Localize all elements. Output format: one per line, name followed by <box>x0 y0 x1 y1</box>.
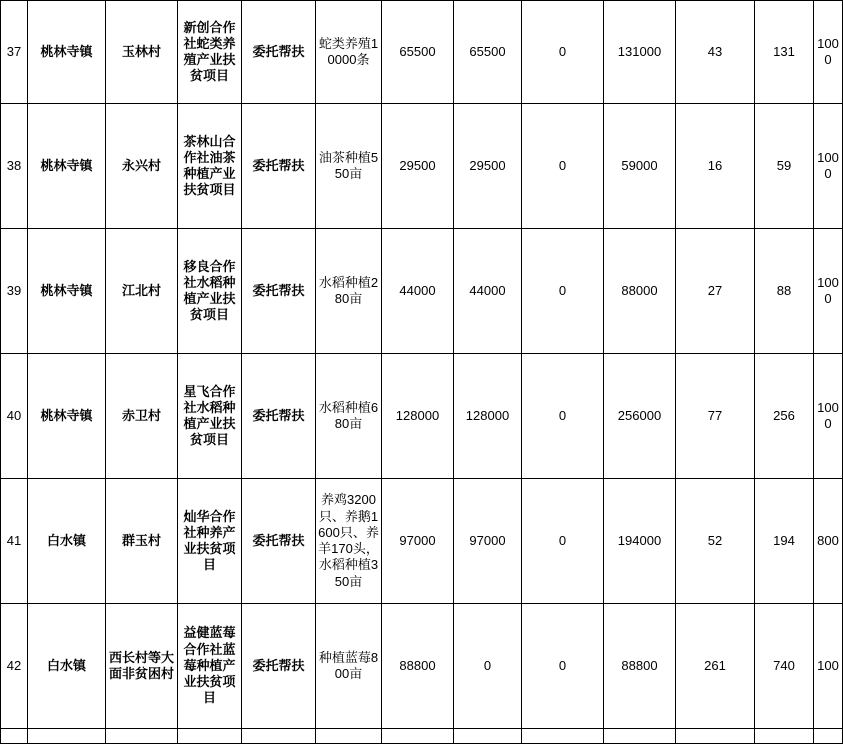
cell-standard: 1000 <box>814 1 843 104</box>
cell-village: 玉林村 <box>106 1 178 104</box>
cell-project: 新创合作社蛇类养殖产业扶贫项目 <box>178 1 242 104</box>
cell-value-3: 0 <box>522 1 604 104</box>
cell-value-2: 128000 <box>454 354 522 479</box>
cell-town: 桃林寺镇 <box>28 1 106 104</box>
cell-project: 移良合作社水稻种植产业扶贫项目 <box>178 229 242 354</box>
table-row <box>1 479 843 604</box>
cell-value-3: 0 <box>522 104 604 229</box>
cell-seq: 41 <box>1 479 28 604</box>
cell-people: 194 <box>755 479 814 604</box>
cell-standard: 1000 <box>814 229 843 354</box>
cell-value-2: 44000 <box>454 229 522 354</box>
cell-empty <box>316 729 382 744</box>
cell-mode: 委托帮扶 <box>242 1 316 104</box>
cell-scale: 水稻种植280亩 <box>316 229 382 354</box>
cell-value-2: 29500 <box>454 104 522 229</box>
cell-standard: 100 <box>814 604 843 729</box>
cell-mode: 委托帮扶 <box>242 104 316 229</box>
cell-people: 740 <box>755 604 814 729</box>
cell-empty <box>1 729 28 744</box>
cell-empty <box>178 729 242 744</box>
cell-households: 261 <box>676 604 755 729</box>
cell-empty <box>814 729 843 744</box>
cell-project: 茶林山合作社油茶种植产业扶贫项目 <box>178 104 242 229</box>
cell-total: 59000 <box>604 104 676 229</box>
table-row-partial <box>1 729 843 744</box>
table-row <box>1 104 843 229</box>
cell-total: 131000 <box>604 1 676 104</box>
cell-people: 59 <box>755 104 814 229</box>
cell-households: 43 <box>676 1 755 104</box>
cell-households: 16 <box>676 104 755 229</box>
cell-project: 益健蓝莓合作社蓝莓种植产业扶贫项目 <box>178 604 242 729</box>
cell-value-3: 0 <box>522 354 604 479</box>
cell-value-2: 65500 <box>454 1 522 104</box>
cell-households: 77 <box>676 354 755 479</box>
cell-value-3: 0 <box>522 479 604 604</box>
cell-people: 256 <box>755 354 814 479</box>
cell-value-1: 88800 <box>382 604 454 729</box>
cell-scale: 养鸡3200只、养鹅1600只、养羊170头，水稻种植350亩 <box>316 479 382 604</box>
cell-mode: 委托帮扶 <box>242 229 316 354</box>
cell-standard: 1000 <box>814 104 843 229</box>
cell-value-3: 0 <box>522 229 604 354</box>
cell-empty <box>755 729 814 744</box>
cell-seq: 42 <box>1 604 28 729</box>
cell-village: 赤卫村 <box>106 354 178 479</box>
cell-seq: 39 <box>1 229 28 354</box>
cell-households: 52 <box>676 479 755 604</box>
table-row <box>1 1 843 104</box>
cell-project: 星飞合作社水稻种植产业扶贫项目 <box>178 354 242 479</box>
cell-scale: 水稻种植680亩 <box>316 354 382 479</box>
cell-value-1: 97000 <box>382 479 454 604</box>
cell-empty <box>242 729 316 744</box>
cell-value-1: 65500 <box>382 1 454 104</box>
cell-mode: 委托帮扶 <box>242 354 316 479</box>
table-row <box>1 354 843 479</box>
cell-empty <box>106 729 178 744</box>
cell-village: 永兴村 <box>106 104 178 229</box>
cell-value-3: 0 <box>522 604 604 729</box>
cell-people: 131 <box>755 1 814 104</box>
cell-value-1: 44000 <box>382 229 454 354</box>
cell-scale: 油茶种植550亩 <box>316 104 382 229</box>
cell-town: 桃林寺镇 <box>28 354 106 479</box>
cell-town: 白水镇 <box>28 479 106 604</box>
cell-total: 256000 <box>604 354 676 479</box>
cell-value-1: 128000 <box>382 354 454 479</box>
cell-town: 桃林寺镇 <box>28 104 106 229</box>
cell-empty <box>382 729 454 744</box>
cell-empty <box>454 729 522 744</box>
cell-town: 白水镇 <box>28 604 106 729</box>
cell-people: 88 <box>755 229 814 354</box>
cell-village: 江北村 <box>106 229 178 354</box>
cell-empty <box>28 729 106 744</box>
cell-empty <box>676 729 755 744</box>
cell-scale: 蛇类养殖10000条 <box>316 1 382 104</box>
cell-empty <box>604 729 676 744</box>
cell-value-2: 0 <box>454 604 522 729</box>
cell-empty <box>522 729 604 744</box>
cell-village: 西长村等大面非贫困村 <box>106 604 178 729</box>
cell-standard: 800 <box>814 479 843 604</box>
cell-total: 194000 <box>604 479 676 604</box>
cell-total: 88800 <box>604 604 676 729</box>
cell-town: 桃林寺镇 <box>28 229 106 354</box>
cell-seq: 40 <box>1 354 28 479</box>
cell-total: 88000 <box>604 229 676 354</box>
cell-scale: 种植蓝莓800亩 <box>316 604 382 729</box>
cell-value-1: 29500 <box>382 104 454 229</box>
table-row <box>1 604 843 729</box>
cell-village: 群玉村 <box>106 479 178 604</box>
cell-standard: 1000 <box>814 354 843 479</box>
cell-mode: 委托帮扶 <box>242 479 316 604</box>
cell-households: 27 <box>676 229 755 354</box>
cell-project: 灿华合作社种养产业扶贫项目 <box>178 479 242 604</box>
cell-seq: 37 <box>1 1 28 104</box>
cell-mode: 委托帮扶 <box>242 604 316 729</box>
table-row <box>1 229 843 354</box>
cell-value-2: 97000 <box>454 479 522 604</box>
cell-seq: 38 <box>1 104 28 229</box>
